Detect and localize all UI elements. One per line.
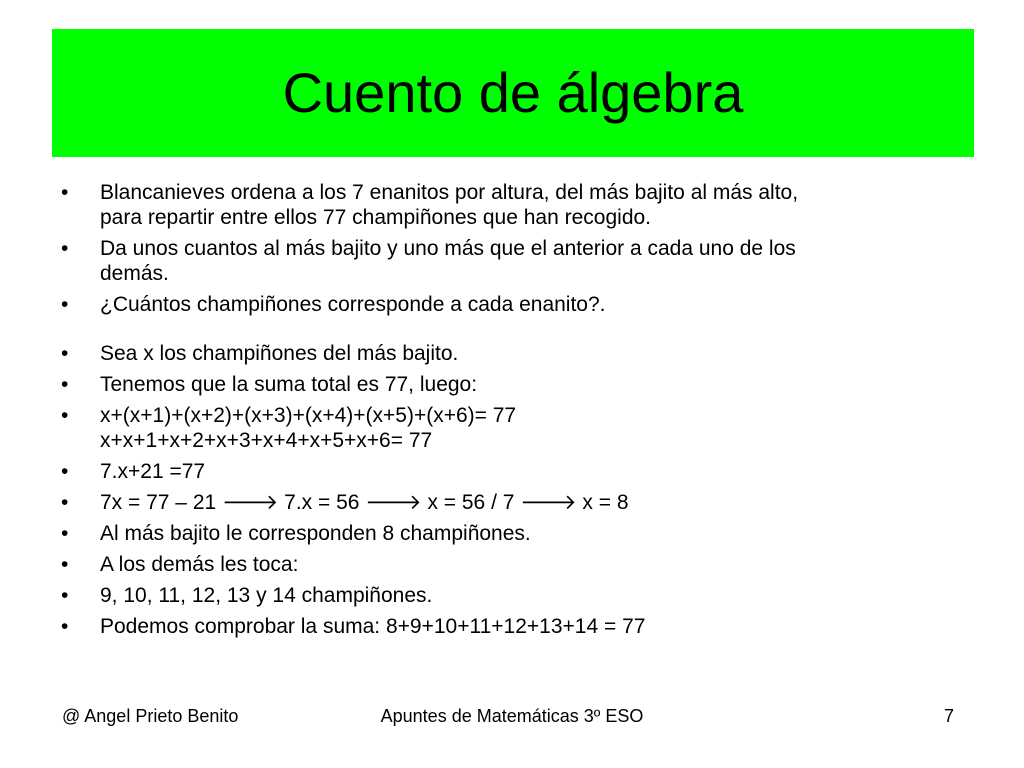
bullet-icon: • <box>61 615 69 638</box>
bullet-item <box>60 490 960 515</box>
bullet-text: para repartir entre ellos 77 champiñones que han recogido. <box>100 206 652 229</box>
bullet-text: A los demás les toca: <box>100 553 299 576</box>
title-banner <box>52 29 974 157</box>
bullet-icon: • <box>61 342 69 365</box>
bullet-text: Podemos comprobar la suma: 8+9+10+11+12+13+14 = 77 <box>100 615 646 638</box>
bullet-text: Al más bajito le corresponden 8 champiñones. <box>100 522 531 545</box>
bullet-item <box>60 583 960 608</box>
bullet-item <box>60 372 960 397</box>
equation-line: x+(x+1)+(x+2)+(x+3)+(x+4)+(x+5)+(x+6)= 77 <box>100 404 517 427</box>
bullet-icon: • <box>61 460 69 483</box>
bullet-icon: • <box>61 293 69 316</box>
bullet-text: 9, 10, 11, 12, 13 y 14 champiñones. <box>100 584 433 607</box>
bullet-icon: • <box>61 237 69 260</box>
bullet-item <box>60 459 960 484</box>
bullet-item <box>60 521 960 546</box>
bullet-item <box>60 403 960 453</box>
bullet-icon: • <box>61 181 69 204</box>
equation-line: 7x = 77 – 21 🡒 7.x = 56 🡒 x = 56 / 7 🡒 x = 8 <box>100 491 629 514</box>
bullet-icon: • <box>61 553 69 576</box>
bullet-text: Tenemos que la suma total es 77, luego: <box>100 373 478 396</box>
bullet-text: Sea x los champiñones del más bajito. <box>100 342 459 365</box>
bullet-item <box>60 180 960 230</box>
bullet-text: Blancanieves ordena a los 7 enanitos por altura, del más bajito al más alto, <box>100 181 799 204</box>
equation-line: x+x+1+x+2+x+3+x+4+x+5+x+6= 77 <box>100 429 433 452</box>
slide-content <box>60 180 960 645</box>
slide-title: Cuento de álgebra <box>282 61 744 124</box>
bullet-icon: • <box>61 404 69 427</box>
bullet-text: ¿Cuántos champiñones corresponde a cada enanito?. <box>100 293 606 316</box>
slide-footer <box>62 706 962 730</box>
bullet-item <box>60 236 960 286</box>
bullet-icon: • <box>61 373 69 396</box>
footer-page-number: 7 <box>943 706 954 726</box>
footer-course: Apuntes de Matemáticas 3º ESO <box>380 706 644 726</box>
bullet-icon: • <box>61 584 69 607</box>
bullet-list <box>60 180 960 639</box>
bullet-item <box>60 614 960 639</box>
bullet-item <box>60 341 960 366</box>
footer-author: @ Angel Prieto Benito <box>62 706 239 726</box>
bullet-icon: • <box>61 522 69 545</box>
bullet-item <box>60 552 960 577</box>
bullet-icon: • <box>61 491 69 514</box>
bullet-text: demás. <box>100 262 169 285</box>
equation-line: 7.x+21 =77 <box>100 460 206 483</box>
bullet-item <box>60 292 960 317</box>
bullet-text: Da unos cuantos al más bajito y uno más que el anterior a cada uno de los <box>100 237 796 260</box>
